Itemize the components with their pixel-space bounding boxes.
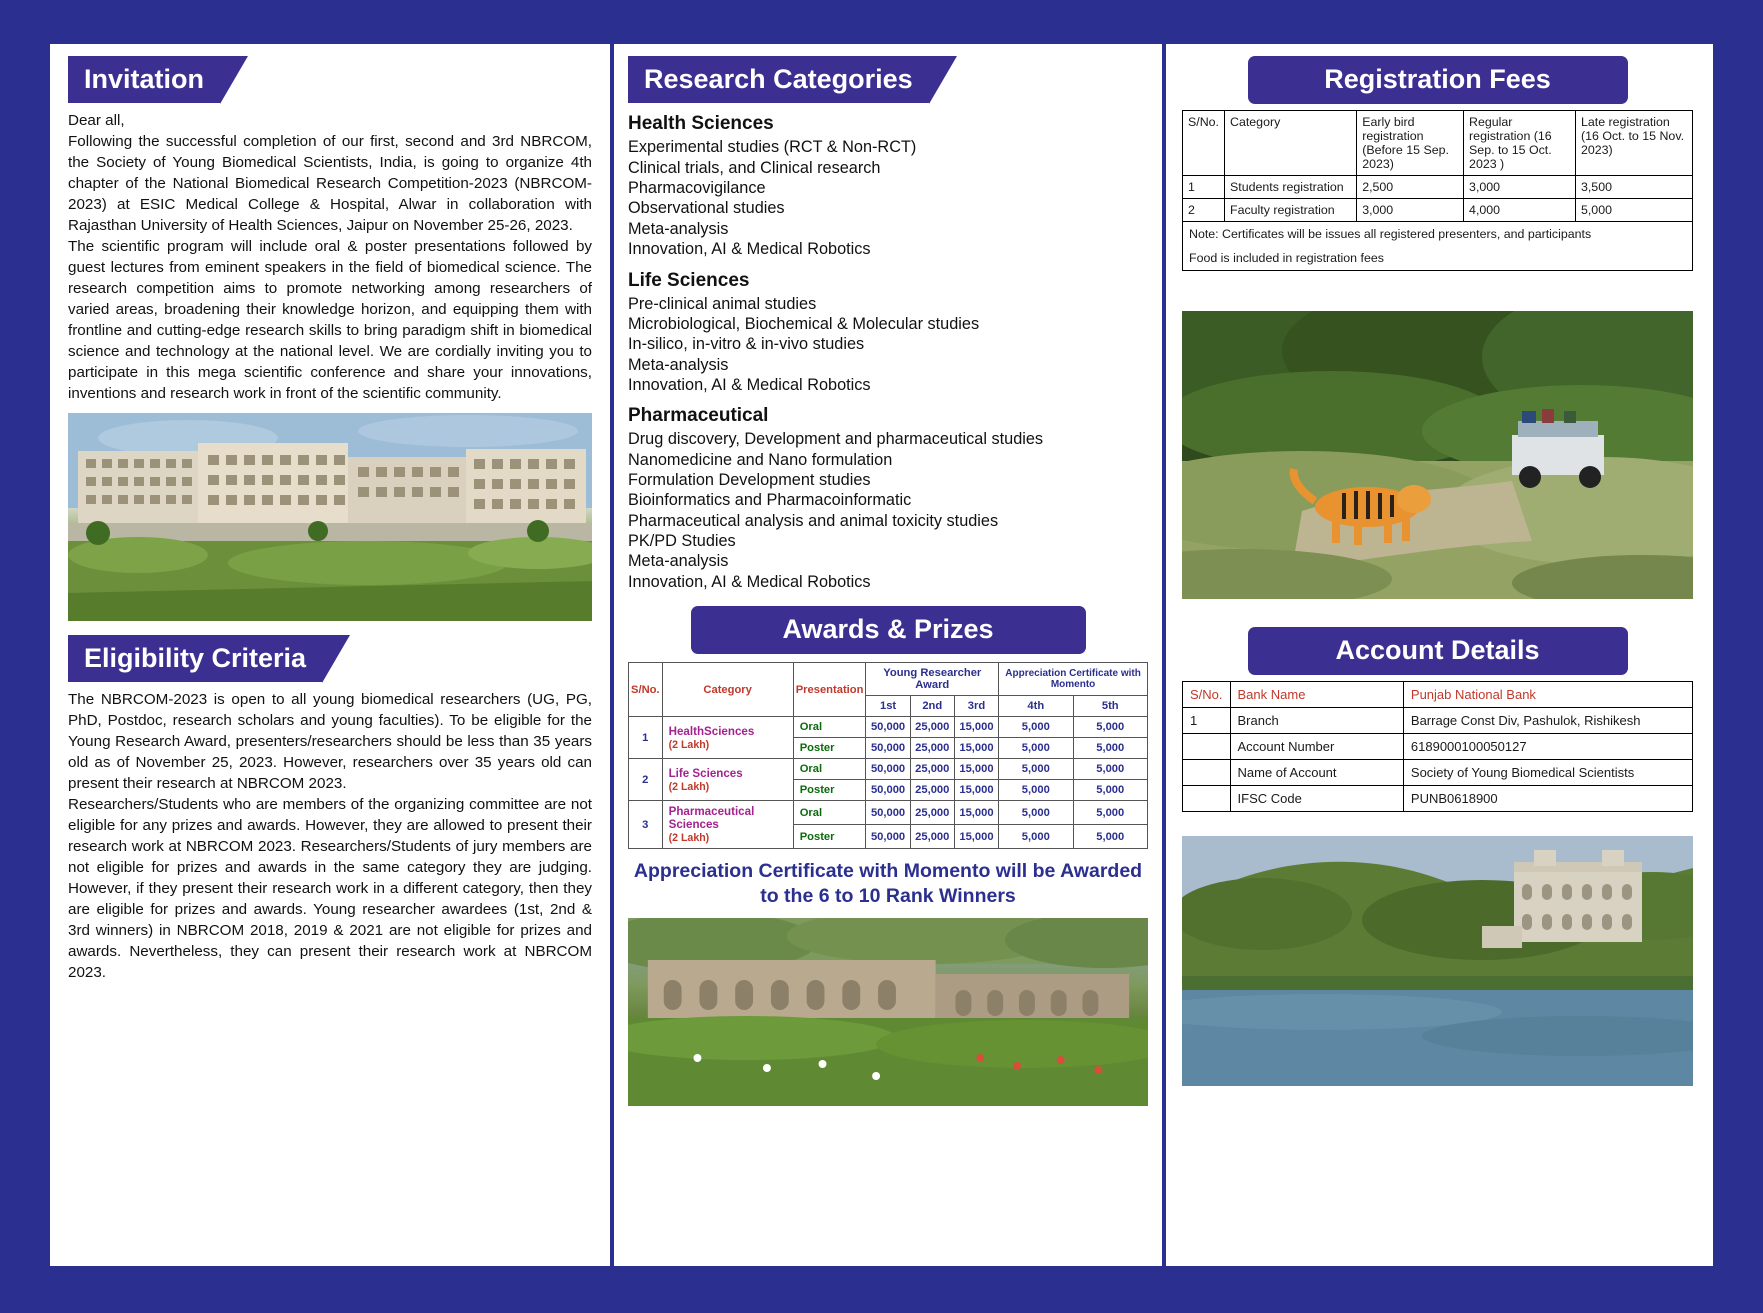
awards-th-rank-5: 5th — [1073, 696, 1147, 717]
table-header-row — [1183, 682, 1693, 708]
awards-th-category: Category — [662, 663, 793, 717]
fees-cell-early: 3,000 — [1357, 199, 1464, 222]
awards-cell: 15,000 — [954, 825, 998, 849]
fees-cell-regular: 4,000 — [1464, 199, 1576, 222]
category-item: Pharmacovigilance — [628, 179, 766, 198]
fees-cell-category: Students registration — [1225, 176, 1357, 199]
table-row — [1183, 734, 1693, 760]
table-row — [629, 717, 1148, 738]
awards-row-category-name: HealthSciences — [668, 724, 755, 738]
eligibility-heading: Eligibility Criteria — [68, 635, 322, 682]
awards-cell: 5,000 — [999, 801, 1073, 825]
acct-cell-label: Account Number — [1230, 734, 1403, 760]
fees-note-1: Note: Certificates will be issues all registered presenters, and participants — [1183, 222, 1693, 247]
awards-row-sno: 2 — [629, 759, 663, 801]
fees-note-2: Food is included in registration fees — [1183, 246, 1693, 271]
category-item: Nanomedicine and Nano formulation — [628, 450, 893, 469]
account-details-table — [1182, 681, 1693, 812]
acct-cell-value: 6189000100050127 — [1403, 734, 1692, 760]
left-column — [50, 44, 610, 1266]
awards-cell: 5,000 — [999, 759, 1073, 780]
awards-row-presentation: Oral — [793, 717, 866, 738]
awards-cell: 15,000 — [954, 780, 998, 801]
hillside-palace-photo — [1182, 836, 1693, 1086]
acct-cell-sno — [1183, 760, 1231, 786]
invitation-salutation: Dear all, — [68, 112, 125, 130]
table-row — [1183, 176, 1693, 199]
eligibility-paragraph-2: Researchers/Students who are members of the organizing committee are not eligible for any prizes and awards. However, they are allowed to present their research work at NBRCOM 2023. Researchers/Students of jury members are not eligible for prizes and awards in the same category they are judging. However, if they present their research work in a different category, then they are eligible for prizes and awards. Young researcher awardees (1st, 2nd & 3rd winners) in NBRCOM 2018, 2019 & 2021 are not eligible for prizes and awards. Nevertheless, they can present their research work at NBRCOM 2023. — [68, 796, 592, 981]
awards-row-sno: 1 — [629, 717, 663, 759]
awards-cell: 5,000 — [999, 825, 1073, 849]
table-header-row — [1183, 111, 1693, 176]
awards-cell: 25,000 — [910, 801, 954, 825]
awards-row-presentation: Oral — [793, 759, 866, 780]
acct-cell-value: PUNB0618900 — [1403, 786, 1692, 812]
awards-cell: 25,000 — [910, 825, 954, 849]
awards-cell: 5,000 — [1073, 801, 1147, 825]
awards-cell: 15,000 — [954, 801, 998, 825]
awards-cell: 25,000 — [910, 759, 954, 780]
fees-cell-sno: 2 — [1183, 199, 1225, 222]
fees-cell-late: 3,500 — [1575, 176, 1692, 199]
brochure-page — [50, 44, 1713, 1266]
awards-th-rank-2: 2nd — [910, 696, 954, 717]
awards-row-category-amount: (2 Lakh) — [668, 832, 710, 845]
category-item: Drug discovery, Development and pharmaceutical studies — [628, 430, 1044, 449]
category-item: Innovation, AI & Medical Robotics — [628, 375, 871, 394]
awards-cell: 50,000 — [866, 738, 910, 759]
acct-cell-label: Branch — [1230, 708, 1403, 734]
awards-row-category-amount: (2 Lakh) — [668, 738, 710, 751]
awards-cell: 5,000 — [999, 738, 1073, 759]
fees-th-late: Late registration (16 Oct. to 15 Nov. 2023) — [1575, 111, 1692, 176]
table-header-row — [629, 663, 1148, 696]
category-item: Pre-clinical animal studies — [628, 294, 817, 313]
category-item: Clinical trials, and Clinical research — [628, 158, 881, 177]
acct-cell-label: Name of Account — [1230, 760, 1403, 786]
eligibility-paragraph-1: The NBRCOM-2023 is open to all young biomedical researchers (UG, PG, PhD, Postdoc, research scholars and young faculties). To be eligible for the Young Research Award, presenters/researchers should be less than 35 years old as of November 25, 2023. However, researchers over 35 years old can present their research at NBRCOM 2023. — [68, 691, 592, 793]
registration-fees-table — [1182, 110, 1693, 271]
table-row-note — [1183, 246, 1693, 271]
acct-cell-sno — [1183, 786, 1231, 812]
palace-illustration — [1182, 836, 1693, 1086]
awards-cell: 15,000 — [954, 717, 998, 738]
category-item: In-silico, in-vitro & in-vivo studies — [628, 335, 865, 354]
awards-row-presentation: Poster — [793, 738, 866, 759]
acct-cell-sno — [1183, 734, 1231, 760]
awards-cell: 25,000 — [910, 780, 954, 801]
table-row — [1183, 708, 1693, 734]
fees-th-category: Category — [1225, 111, 1357, 176]
college-illustration — [68, 413, 592, 621]
category-item: Meta-analysis — [628, 355, 729, 374]
table-row — [1183, 199, 1693, 222]
right-column — [1166, 44, 1709, 1266]
category-item: Experimental studies (RCT & Non-RCT) — [628, 138, 917, 157]
tiger-safari-photo — [1182, 311, 1693, 599]
fees-th-early: Early bird registration (Before 15 Sep. 2023) — [1357, 111, 1464, 176]
awards-row-category-name: Pharmaceutical Sciences — [668, 805, 755, 832]
awards-cell: 50,000 — [866, 825, 910, 849]
esic-medical-college-photo — [68, 413, 592, 621]
awards-row-category-name: Life Sciences — [668, 766, 743, 780]
acct-th-bank-value: Punjab National Bank — [1403, 682, 1692, 708]
invitation-text — [68, 111, 592, 405]
awards-cell: 5,000 — [1073, 780, 1147, 801]
awards-cell: 15,000 — [954, 738, 998, 759]
research-categories-heading: Research Categories — [628, 56, 929, 103]
category-item: Meta-analysis — [628, 219, 729, 238]
awards-cell: 5,000 — [1073, 738, 1147, 759]
table-row — [629, 801, 1148, 825]
category-group-health-sciences: Health Sciences — [628, 113, 774, 135]
fees-cell-early: 2,500 — [1357, 176, 1464, 199]
awards-th-presentation: Presentation — [793, 663, 866, 717]
acct-cell-sno: 1 — [1183, 708, 1231, 734]
awards-cell: 25,000 — [910, 717, 954, 738]
middle-column — [610, 44, 1166, 1266]
awards-cell: 5,000 — [1073, 759, 1147, 780]
eligibility-text — [68, 690, 592, 984]
awards-cell: 50,000 — [866, 717, 910, 738]
awards-cell: 50,000 — [866, 801, 910, 825]
registration-fees-heading: Registration Fees — [1248, 56, 1628, 104]
invitation-paragraph-2: The scientific program will include oral & poster presentations followed by guest lectures from eminent speakers in the field of biomedical science. The research competition aims to promote networking among researchers of varied areas, broadening their knowledge horizon, and equipping them with frontline and cutting-edge research skills to bring paradigm shift in biomedical science and technology at the national level. We are cordially inviting you to participate in this mega scientific conference and share your innovations, inventions and research work in front of the scientific community. — [68, 238, 592, 402]
fees-cell-category: Faculty registration — [1225, 199, 1357, 222]
table-row — [1183, 786, 1693, 812]
awards-cell: 50,000 — [866, 759, 910, 780]
bhangarh-fort-photo — [628, 918, 1148, 1106]
awards-row-category-amount: (2 Lakh) — [668, 780, 710, 793]
awards-heading: Awards & Prizes — [691, 606, 1086, 654]
awards-th-rank-1: 1st — [866, 696, 910, 717]
awards-cell: 5,000 — [1073, 825, 1147, 849]
acct-th-sno: S/No. — [1183, 682, 1231, 708]
acct-th-bank-name: Bank Name — [1230, 682, 1403, 708]
awards-row-category — [662, 717, 793, 759]
tiger-illustration — [1182, 311, 1693, 599]
awards-th-yra: Young Researcher Award — [866, 663, 999, 696]
category-item: PK/PD Studies — [628, 532, 736, 551]
awards-cell: 5,000 — [999, 717, 1073, 738]
category-item: Innovation, AI & Medical Robotics — [628, 240, 871, 259]
acct-cell-label: IFSC Code — [1230, 786, 1403, 812]
awards-row-category — [662, 801, 793, 849]
category-item: Pharmaceutical analysis and animal toxicity studies — [628, 511, 999, 530]
table-row — [1183, 760, 1693, 786]
category-group-pharmaceutical: Pharmaceutical — [628, 405, 769, 427]
table-row — [629, 759, 1148, 780]
category-item: Formulation Development studies — [628, 471, 871, 490]
awards-th-rank-3: 3rd — [954, 696, 998, 717]
awards-table-wrap — [628, 662, 1148, 849]
awards-row-category — [662, 759, 793, 801]
awards-row-presentation: Oral — [793, 801, 866, 825]
account-details-heading: Account Details — [1248, 627, 1628, 675]
category-item: Bioinformatics and Pharmacoinformatic — [628, 491, 912, 510]
fees-th-sno: S/No. — [1183, 111, 1225, 176]
category-item: Innovation, AI & Medical Robotics — [628, 572, 871, 591]
category-group-life-sciences: Life Sciences — [628, 269, 750, 291]
fees-cell-regular: 3,000 — [1464, 176, 1576, 199]
awards-note: Appreciation Certificate with Momento will be Awarded to the 6 to 10 Rank Winners — [633, 860, 1143, 907]
awards-cell: 5,000 — [999, 780, 1073, 801]
category-item: Meta-analysis — [628, 552, 729, 571]
awards-table — [628, 662, 1148, 849]
awards-th-rank-4: 4th — [999, 696, 1073, 717]
fees-th-regular: Regular registration (16 Sep. to 15 Oct. 2023 ) — [1464, 111, 1576, 176]
awards-th-appreciation: Appreciation Certificate with Momento — [999, 663, 1148, 696]
invitation-heading: Invitation — [68, 56, 220, 103]
awards-cell: 50,000 — [866, 780, 910, 801]
acct-cell-value: Barrage Const Div, Pashulok, Rishikesh — [1403, 708, 1692, 734]
fees-cell-late: 5,000 — [1575, 199, 1692, 222]
invitation-paragraph-1: Following the successful completion of our first, second and 3rd NBRCOM, the Society of Young Biomedical Scientists, India, is going to organize 4th chapter of the National Biomedical Research Competition-2023 (NBRCOM-2023) at ESIC Medical College & Hospital, Alwar in collaboration with Rajasthan University of Health Sciences, Jaipur on November 25-26, 2023. — [68, 133, 592, 235]
category-item: Observational studies — [628, 199, 785, 218]
acct-cell-value: Society of Young Biomedical Scientists — [1403, 760, 1692, 786]
awards-row-sno: 3 — [629, 801, 663, 849]
table-row-note — [1183, 222, 1693, 247]
fort-illustration — [628, 918, 1148, 1106]
awards-th-sno: S/No. — [629, 663, 663, 717]
awards-cell: 15,000 — [954, 759, 998, 780]
awards-cell: 25,000 — [910, 738, 954, 759]
category-item: Microbiological, Biochemical & Molecular studies — [628, 314, 980, 333]
awards-row-presentation: Poster — [793, 825, 866, 849]
awards-row-presentation: Poster — [793, 780, 866, 801]
awards-cell: 5,000 — [1073, 717, 1147, 738]
fees-cell-sno: 1 — [1183, 176, 1225, 199]
